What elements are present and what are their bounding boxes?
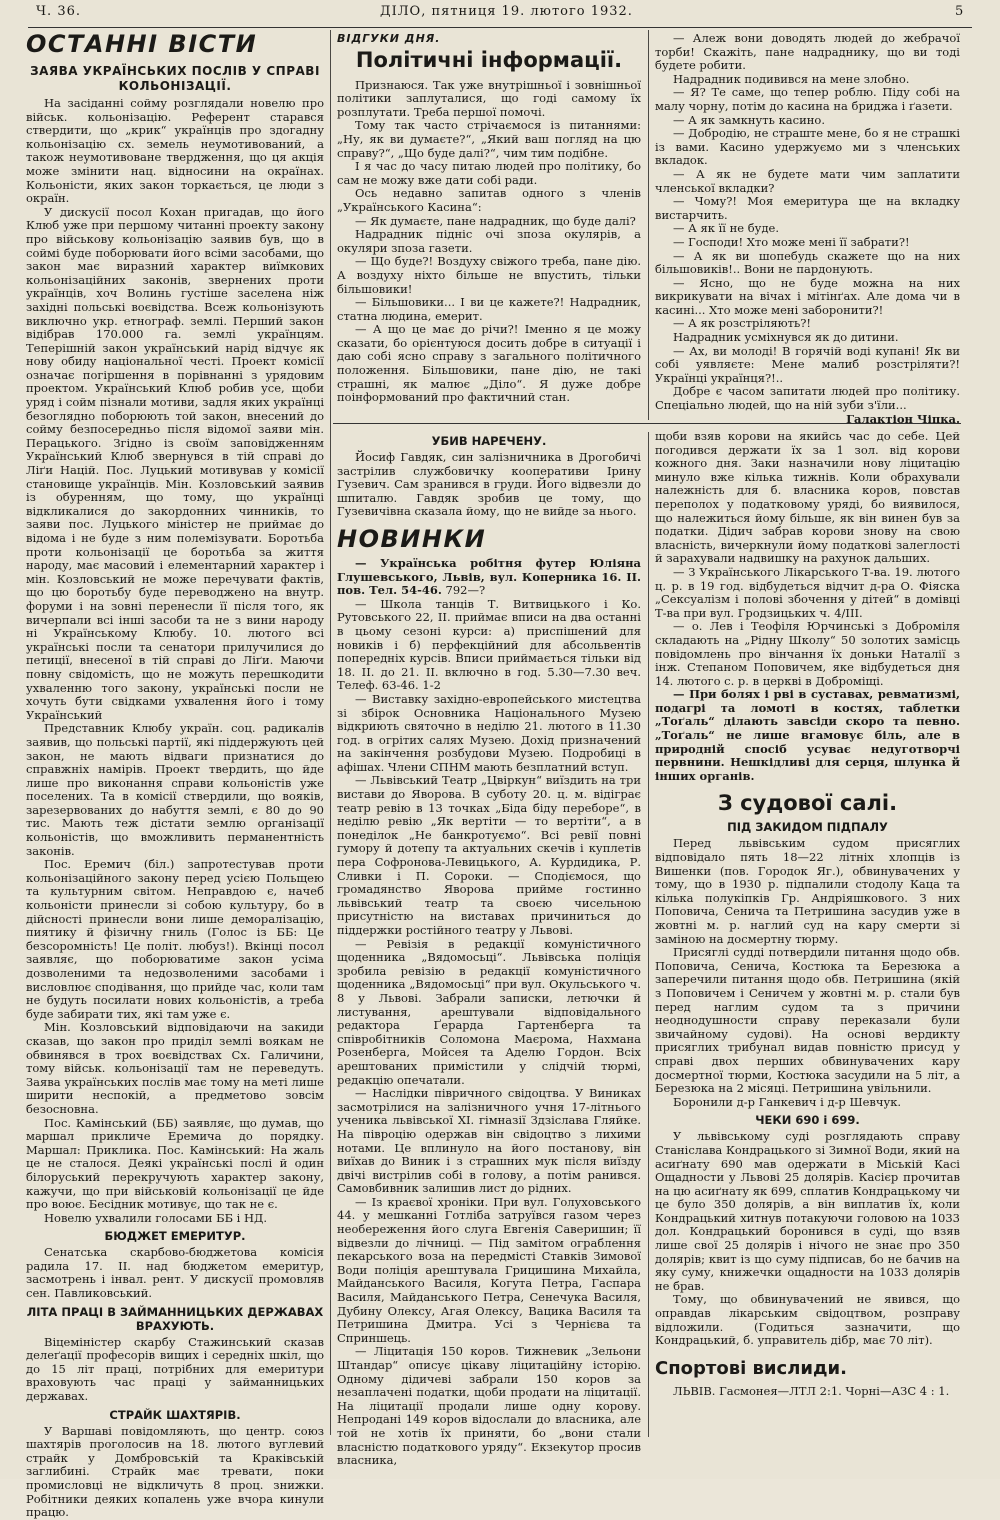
feuilleton-paragraph: — Як думаєте, пане надрадник, що буде далі? <box>355 213 636 228</box>
feuilleton-title: Політичні інформації. <box>355 47 623 72</box>
kicker-responses-of-the-day: ВІДГУКИ ДНЯ. <box>337 32 441 45</box>
feuilleton-paragraph: — Чому?! Моя емеритура ще на вкладку вистарчить. <box>655 194 960 222</box>
feuilleton-paragraph: Признаюся. Так уже внутрішньої і зовнішньої політики заплуталися, що годі самому їх розплутати. Треба першої помочі. <box>337 77 641 119</box>
article-title-killed-fiancee: УБИВ НАРЕЧЕНУ. <box>431 434 547 448</box>
feuilleton-paragraph: — А як не будете мати чим заплатити членської вкладки? <box>655 166 960 195</box>
article-paragraph: Тому, що обвинувачений не явився, що оправдав лікарським свідоцтвом, розправу відложили. (Годиться зазначити, що Кондрацький, б. управитель дібр, має 70 літ). <box>655 1292 960 1348</box>
feuilleton-paragraph: — Добродію, не страште мене, бо я не страшкі із вами. Касино удержуємо ми з членських вкладок. <box>655 126 960 168</box>
author-signature: Галактіон Чіпка. <box>846 411 960 426</box>
article-paragraph: Пос. Еремич (біл.) запротестував проти кольонізаційного закону перед усією Польщею та культурним світом. Неправдою є, начеб кольоністи принесли зі собою культуру, бо в дійсності принесли вони лише деморалізацію, пиятику й фізичну гниль (Голос із ББ: Це безсоромність! Це політ. любуз!). Вкінці посол заявляє, що поборюватиме закон усіма дозволеними та недозволеними засобами і висловлює сподівання, що прийде час, коли там не будуть посилати нових кольоністів, а треба буде забирати тих, які там уже є. <box>26 857 324 1021</box>
section-heading-latest-news: ОСТАННІ ВІСТИ <box>26 30 258 58</box>
news-item-auction: — Ліцитація 150 коров. Тижневик „Зельони Штандар“ описує цікаву ліцитаційну історію. Одному дідичеві забрали 150 коров за незаплачені податки, щоби продати на ліцитації. На ліцитації продали лише одну корову. Непродані 149 коров відослали до власника, але той не хотів їх приняти, бо „вони стали власністю податкового уряду“. Екзекутор просив власника, <box>337 1344 641 1468</box>
column-right-lower <box>655 430 960 1438</box>
news-item-togal-ad: — При болях і рві в суставах, ревматизмі, подагрі та ломоті в костях, таблетки „Тоґаль“ ділають завсіди скоро та певно. „Тоґаль“ не лише вгамовує біль, але в природній спосіб усуває недуготворчі первнини. Нешкідливі для серця, шлунка й інших органів. <box>655 687 960 783</box>
feuilleton-paragraph: — Алеж вони доводять людей до жебрачої торби! Скажіть, пане надраднику, що ви тоді будете робити. <box>655 31 960 73</box>
news-item-medical-society: — З Українського Лікарського Т-ва. 19. лютого ц. р. в 19 год. відбудеться відчит д-ра О. Фіяска „Сексуалізм і полові збочення у дітей“ в домівці Т-ва при вул. Гродзицьких ч. 4/III. <box>655 564 960 620</box>
article-paragraph: Боронили д-р Ганкевич і д-р Шевчук. <box>673 1094 902 1109</box>
feuilleton-paragraph: — Більшовики... І ви це кажете?! Надрадник, статна людина, емерит. <box>337 295 641 323</box>
article-paragraph: щоби взяв корови на якийсь час до себе. Цей погодився держати їх за 1 зол. від корови кожного дня. Заки назначили нову ліцитацію минуло вже кілька тижнів. Коли обрахували належність для б. власника коров, повстав переполох у податковому уряді, бо виявилося, що належиться йому більше, як він винен був за податки. Дідич забрав корови знову на свою власність, вичеркнули йому податкові залеглості й зарахували надвишку на рахунок дальших. <box>655 429 960 566</box>
ad-code: 792—? <box>445 583 486 598</box>
feuilleton-paragraph: — А як ви шопебудь скажете що на них більшовиків!.. Вони не пардонують. <box>655 248 960 277</box>
page-section-number: Ч. 36. <box>36 4 81 19</box>
feuilleton-paragraph: — А що це має до річи?! Іменно я це можу сказати, бо орієнтуюся досить добре в ситуації і даю собі ясно справу з загального політичного положення. Більшовики, пане дію, не такі страшні, як малює „Діло“. Я дуже добре поінформований про фактичний стан. <box>337 322 641 405</box>
article-title-arson: ПІД ЗАКИДОМ ПІДПАЛУ <box>727 820 888 835</box>
article-paragraph: Перед львівським судом присяглих відповідало пять 18—22 літніх хлопців із Вишенки (пов. Городок Яг.), обвинувачених у тому, що в 1930 р. підпалили стодолу Каца та кілька полукіпків Гр. Андріяшкового. З них Поповича, Сенича та Петришина засудив уже в жовтні м. р. наглий суд на кару смерти зі заміною на досмертну тюрму. <box>655 836 960 946</box>
column-divider-2 <box>648 30 649 420</box>
column-divider-3 <box>648 432 649 1437</box>
feuilleton-paragraph: — Ах, ви молоді! В горячій воді купані! Як ви собі уявляєте: Мене малиб розстріляти?! Українці українця?!.. <box>655 343 960 385</box>
section-heading-sports: Спортові вислиди. <box>655 1357 847 1379</box>
article-title-years-of-work: ЛІТА ПРАЦІ В ЗАЙМАННИЦЬКИХ ДЕРЖАВАХ ВРАХУЮТЬ. <box>26 1304 324 1333</box>
feuilleton-paragraph: Ось недавно запитав одного з членів „Українського Касина“: <box>337 186 641 214</box>
page-number: 5 <box>955 4 965 19</box>
news-item-chronicle: — Із краєвої хроніки. При вул. Голуховського 44. у мешканні Готліба затруївся газом через необереження його слуга Евгенія Саверишин; її відвезли до лічниці. — Під замітом ограблення пекарського воза на передмісті Ставків Зимової Води поліція арештувала Грицишина Михайла, Майданського Василя, Когута Петра, Гаспара Василя, Майданського Петра, Сенечука Василя, Дубину Олексу, Агая Олексу, Вацика Василя та Петришина Дмитра. Усі з Чернієва та Сприншець. <box>337 1194 641 1345</box>
article-paragraph: Мін. Козловський відповідаючи на закиди сказав, що закон про приділ землі воякам не обвинявся в трох воєвідствах Сх. Галичини, тому військ. кольонізації там не переведуть. Заява українських послів має тому на меті лише ширити неспокій, а предметово зовсім безосновна. <box>26 1020 324 1116</box>
section-heading-court: З судової салі. <box>717 791 898 816</box>
feuilleton-paragraph: — А як розстріляють?! <box>673 316 811 331</box>
feuilleton-paragraph: — Господи! Хто може мені її забрати?! <box>673 234 910 249</box>
section-heading-novelties: НОВИНКИ <box>337 524 487 553</box>
feuilleton-paragraph: Тому так часто стрічаємося із питаннями: „Ну, як ви думаєте?“, „Який ваш погляд на цю справу?“, „Що буде далі?“, чим тим подібне. <box>337 118 641 160</box>
newspaper-dateline: ДІЛО, пятниця 19. лютого 1932. <box>380 4 633 19</box>
article-paragraph: У Варшаві повідомляють, що центр. союз шахтярів проголосив на 18. лютого вуглевий страйк у Домбровській та Краківській заглибині. Страйк має тревати, поки промисловці не відкличуть 8 проц. знижки. Робітники деяких копалень уже вчора кинули працю. <box>26 1423 324 1520</box>
column-latest-news <box>26 30 324 1520</box>
article-paragraph: Сенатська скарбово-бюджетова комісія радила 17. II. над бюджетом емеритур, засмотрень і інвал. рент. У дискусії промовляв сен. Павликовський. <box>26 1245 324 1301</box>
article-title-ukrainian-deputies: ЗАЯВА УКРАЇНСЬКИХ ПОСЛІВ У СПРАВІ КОЛЬОНІЗАЦІЇ. <box>30 64 320 93</box>
feuilleton-paragraph: — Я? Те саме, що тепер роблю. Піду собі на малу чорну, потім до касина на бриджа і ґазети. <box>655 85 960 113</box>
article-paragraph: У львівському суді розглядають справу Станіслава Кондрацького зі Зимної Води, який на асиґнату 690 мав одержати в Міській Касі Ощадности у Львові 25 долярів. Касієр прочитав на цю асиґнату як 699, сплатив Кондрацькому чи це було 350 долярів, а він виплатив їх, коли Кондрацький хитнув потакуючи головою на 1033 дол. Кондрацький боронився в суді, що взяв лише свої 25 долярів і нічого не знає про 350 долярів; квит із що суму підписав, бо не бачив на яку суму, книжечки ощадности на 1033 долярів не брав. <box>655 1129 960 1293</box>
news-item-certificate: — Наслідки півричного свідоцтва. У Виниках засмотрілися на залізничного учня 17-літнього ученика львівської XI. гімназії Здзіслава Гляйке. На півроцію одержав він свідоцтво з лихими нотами. Це вплинуло на його постанову, він виїхав до Виник і з страшних мук після виїзду двічі вистрілив собі в голову, а потім ранився. Самовбивник залишив лист до рідних. <box>337 1086 641 1196</box>
feuilleton-paragraph: Надрадник подивився на мене злобно. <box>673 71 910 86</box>
column-divider-1 <box>330 30 331 1435</box>
feuilleton-paragraph: — А як замкнуть касино. <box>673 112 825 127</box>
news-item-fur-workshop: — Українська робітня футер Юліяна Глушевського, Львів, вул. Коперника 16. II. пов. Тел. 54-46. <box>337 555 641 598</box>
news-item-dance-school: — Школа танців Т. Витвицького і Ко. Рутовського 22, II. приймає вписи на два останні в цьому сезоні курси: а) приспішений для новиків і б) перфекційний для абсольвентів попередніх курсів. Вписи приймається тільки від 18. II. до 21. II. включно в год. 5.30—7.30 веч. Телеф. 63-46. <box>337 596 641 693</box>
feuilleton-paragraph: — А як її не буде. <box>673 221 779 236</box>
ad-code: 1-2 <box>422 678 441 693</box>
article-paragraph: Представник Клюбу україн. соц. радикалів заявив, що польські партії, які піддержують цей закон, не мають відваги признатися до справжніх намірів. Проект твердить, що йде лише про виконання справи кольоністів уже поселених. Та в комісії ствердили, що вояків, зарезервованих до набуття землі, є 80 до 90 тис. Мають теж дістати землю організації кольоністів, що вможливить перманентність законів. <box>26 721 324 858</box>
feuilleton-paragraph: І я час до часу питаю людей про політику, бо сам не можу вже дати собі ради. <box>337 159 641 187</box>
header-rule <box>28 27 972 28</box>
article-paragraph: Віцеміністер скарбу Стажинський сказав делеґації професорів вищих і середніх шкіл, що до 15 літ праці, потрібних для емеритури враховують час праці у займанницьких державах. <box>26 1334 324 1404</box>
feuilleton-paragraph: — Що буде?! Воздуху свіжого треба, пане дію. А воздуху ніхто більше не впустить, тільки більшовики! <box>337 254 641 296</box>
article-title-miners-strike: СТРАЙК ШАХТЯРІВ. <box>109 1407 241 1422</box>
article-paragraph: У дискусії посол Кохан пригадав, що його Клюб уже при першому читанні проекту закону про військову кольонізацію заявив був, що в соймі буде поборювати його всіми засобами, що закон має виразний характер виїмкових кольонізаційних законів, звернених проти українців, хоч Волинь густіше заселена ніж західні польські воєвідства. Всеж кольонізують виключно укр. етнограф. землі. Перший закон відібрав 170.000 га. землі українцям. Теперішній закон український нарід відчує як нову обиду національної честі. Проект комісії означає погіршення в порівнанні з урядовим проектом. Український Клюб робив усе, щоби уряд і сойм пізнали мотиви, задля яких українці безоглядно поборюють той закон, внесений до сойму безпосередньо після відомої заяви мін. Перацького. Згідно із своїм заповідженням Український Клюб звернувся в тій справі до Ліґи Націй. Пос. Луцький мотивував у комісії становище українців. Мін. Козловський заявив із обуренням, що тому, що українці відкликалися до закордонних чинників, то заяви пос. Луцького міністер не приймає до відома і не буде з ним полемізувати. Боротьба проти кольонізації це боротьба за життя народу, має масовий і елементарний характер і мін. Козловський не може перечувати фактів, що цю боротьбу буде переводжено на внутр. форуми і на зовні перенесли її після того, як вичерпали всі інші засоби та не з вини народу ні Українському Клюбу. 10. лютого всі українські посли та сенатори прилучилися до петиції, внесеної в тій справі до Ліґи. Маючи повну свідомість, що не можуть перешкодити ухваленню того закону, українські посли не хочуть бути свідками ухвалення його і тому Український <box>26 204 324 722</box>
news-item-theatre: — Львівський Театр „Цвіркун“ виїздить на три вистави до Яворова. В суботу 20. ц. м. відіграє театр ревію в 13 точках „Біда біду переборе“, в неділю ревію „Як вертіти — то вертіти“, а в понеділок „Не банкротуємо“. Всі ревії повні гумору й дотепу та актуальних скечів і куплетів пера Софронова-Левицького, А. Курдидика, Р. Сливки і П. Сороки. — Сподіємося, що громадянство Яворова прийме гостинно львівський театр та своєю чисельною присутністю на виставах причиниться до піддержки ростійного театру у Львові. <box>337 773 641 937</box>
column-feuilleton <box>337 32 641 420</box>
column-feuilleton-continued <box>655 31 960 426</box>
article-paragraph: Присяглі судді потвердили питання щодо обв. Поповича, Сенича, Костюка та Березюка а заперечили питання щодо обв. Петришина (якій з Поповичем і Сеничем у жовтні м. р. стали був перед наглим судом та з причини неоднодушности справу переказали були звичайному судові). На основі вердикту присяглих трибунал видав повністю присуд у справі двох перших обвинувачених кару досмертної тюрми, Костюка засудили на 5 літ, а Березюка на 2 місяці. Петришина увільнили. <box>655 945 960 1096</box>
news-item-donation: — о. Лев і Теофіля Юрчинські з Доброміля складають на „Рідну Школу“ 50 золотих замісць повідомлень про вінчання їх доньки Наталії з інж. Степаном Поповичем, яке відбудеться дня 14. лютого с. р. в церкві в Доброміщі. <box>655 619 960 688</box>
article-paragraph: На засіданні сойму розглядали новелю про військ. кольонізацію. Референт старався ствердити, що „крик“ українців про здогадну кольонізацію сх. земель неумотивований, а також неумотивоване твердження, що ця акція може змінити нац. відносини на окраїнах. Кольоністи, яких закон торкається, це люди з окраїн. <box>26 96 324 206</box>
article-paragraph: Йосиф Гавдяк, син залізничника в Дрогобичі застрілив службовичку кооперативи Ірину Гузевич. Сам зранився в груди. Його відвезли до шпиталю. Гавдяк зробив це тому, що Гузевичівна сказала йому, що не вийде за нього. <box>337 450 641 519</box>
article-paragraph: Новелю ухвалили голосами ББ і НД. <box>44 1210 268 1225</box>
feuilleton-paragraph: Надрадник підніс очі зпоза окулярів, а окуляри зпоза газети. <box>337 227 641 255</box>
news-item-exhibition: — Виставку західно-европейського мистецтва зі збірок Основника Національного Музею відкриють святочно в неділю 21. лютого в 11.30 год. в огрітих салях Музею. Дохід призначений на закінчення розбудови Музею. Подробиці в афішах. Члени СПНМ мають безплатний вступ. <box>337 691 641 774</box>
sports-results: ЛЬВІВ. Гасмонея—ЛТЛ 2:1. Чорні—АЗС 4 : 1. <box>673 1383 950 1398</box>
article-title-budget-pensions: БЮДЖЕТ ЕМЕРИТУР. <box>104 1229 246 1244</box>
news-item-revision: — Ревізія в редакції комуністичного щоденника „Вядомосьці“. Львівська поліція зробила ревізію в редакції комуністичного щоденника „Вядомосьці“ при вул. Окульського ч. 8 у Львові. Забрали записки, летючки й листування, арештували відповідального редактора Ґерарда Гартенберга та співробітників Соломона Маєрома, Нахмана Розенберга, Мойсея та Аделю Гордон. Всіх арештованих примістили у слідчій тюрмі, редакцію опечатали. <box>337 936 641 1087</box>
article-paragraph: Пос. Камінський (ББ) заявляє, що думав, що маршал прикличе Еремича до порядку. Маршал: Приклика. Пос. Камінський: На жаль це не сталося. Деякі українські послі й один білоруський перекручують характер закону, кажучи, що при військовій кольонізації це йде про воює. Бесідник мотивує, що так не є. <box>26 1115 324 1212</box>
feuilleton-paragraph: — Ясно, що не буде можна на них викрикувати на вічах і мітінґах. Але дома чи в касині... Хто може мені заборонити?! <box>655 275 960 317</box>
feuilleton-paragraph: Надрадник усміхнувся як до дитини. <box>673 330 899 345</box>
feuilleton-paragraph: Добре є часом запитати людей про політику. Спеціально людей, що на ній зуби з'їли... <box>655 384 960 413</box>
column-news-items <box>337 430 641 1468</box>
article-title-cheques: ЧЕКИ 690 і 699. <box>755 1113 860 1128</box>
